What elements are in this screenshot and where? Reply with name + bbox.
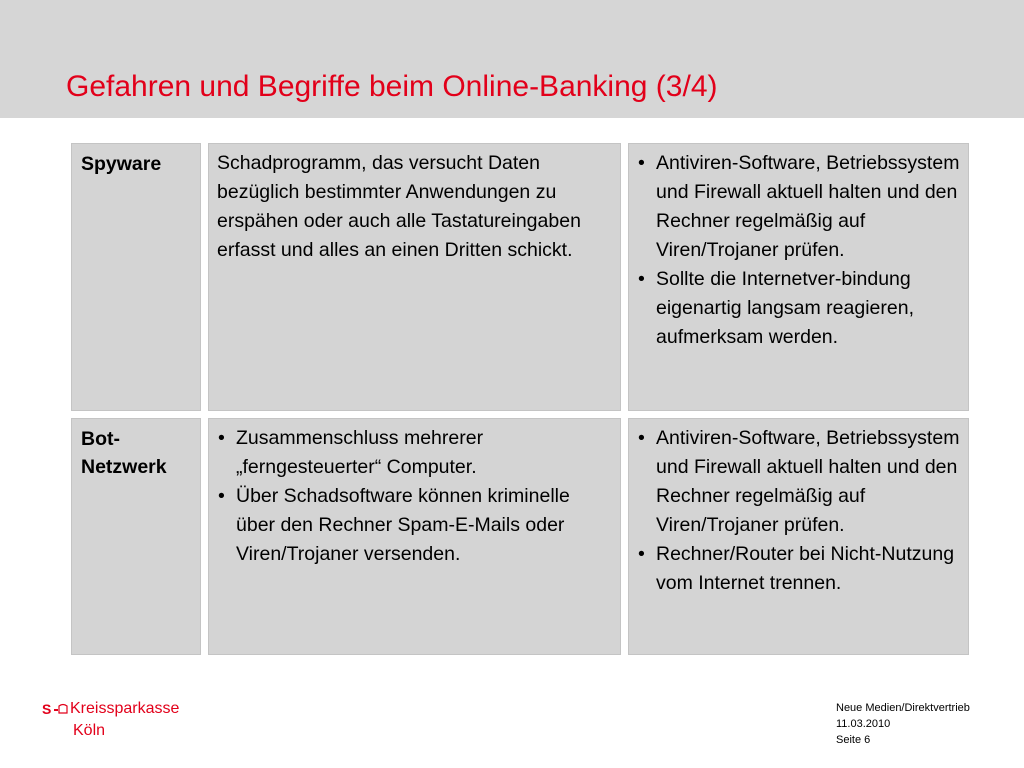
term-cell xyxy=(71,418,201,655)
list-item-text: Zusammenschluss mehrerer „ferngesteuerter“ Computer. xyxy=(236,427,484,478)
bullet-icon: • xyxy=(638,152,645,174)
list-item-text: Rechner/Router bei Nicht-Nutzung vom Internet trennen. xyxy=(656,543,955,594)
description-list xyxy=(217,424,620,569)
bullet-icon: • xyxy=(638,543,645,565)
sparkasse-logo-icon xyxy=(42,702,68,716)
slide-title: Gefahren und Begriffe beim Online-Banking (3/4) xyxy=(66,70,718,103)
bullet-icon: • xyxy=(638,427,645,449)
description-text: Schadprogramm, das versucht Daten bezüglich bestimmter Anwendungen zu erspähen oder auch alle Tastatureingaben erfasst und alles an einen Dritten schickt. xyxy=(217,152,581,261)
footer-page-number: Seite 6 xyxy=(836,734,871,746)
bullet-icon: • xyxy=(638,268,645,290)
logo-text-line2: Köln xyxy=(73,722,106,739)
svg-text:S: S xyxy=(42,701,52,716)
measures-cell xyxy=(628,143,969,411)
description-cell xyxy=(208,418,621,655)
list-item-text: Antiviren-Software, Betriebssystem und Firewall aktuell halten und den Rechner regelmäßig auf Viren/Trojaner prüfen. xyxy=(656,152,960,261)
table-row-bot-netzwerk xyxy=(71,418,969,655)
list-item xyxy=(217,482,587,569)
list-item-text: Über Schadsoftware können kriminelle über den Rechner Spam-E-Mails oder Viren/Trojaner versenden. xyxy=(236,485,570,565)
list-item xyxy=(217,424,587,482)
list-item-text: Antiviren-Software, Betriebssystem und Firewall aktuell halten und den Rechner regelmäßig auf Viren/Trojaner prüfen. xyxy=(656,427,960,536)
list-item xyxy=(637,540,967,598)
term-label: Bot-Netzwerk xyxy=(81,428,167,478)
term-label: Spyware xyxy=(81,153,162,175)
list-item xyxy=(637,424,967,540)
sparkasse-logo xyxy=(42,698,179,742)
description-cell xyxy=(208,143,621,411)
bullet-icon: • xyxy=(218,485,225,507)
measures-list xyxy=(637,149,968,352)
footer-info xyxy=(836,700,970,748)
logo-text-line1: Kreissparkasse xyxy=(70,700,180,717)
list-item xyxy=(637,265,919,352)
measures-cell xyxy=(628,418,969,655)
term-cell xyxy=(71,143,201,411)
bullet-icon: • xyxy=(218,427,225,449)
table-row-spyware xyxy=(71,143,969,411)
footer-department: Neue Medien/Direktvertrieb xyxy=(836,702,970,714)
list-item xyxy=(637,149,967,265)
list-item-text: Sollte die Internetver-bindung eigenartig langsam reagieren, aufmerksam werden. xyxy=(656,268,914,348)
footer-date: 11.03.2010 xyxy=(836,718,891,730)
measures-list xyxy=(637,424,968,598)
